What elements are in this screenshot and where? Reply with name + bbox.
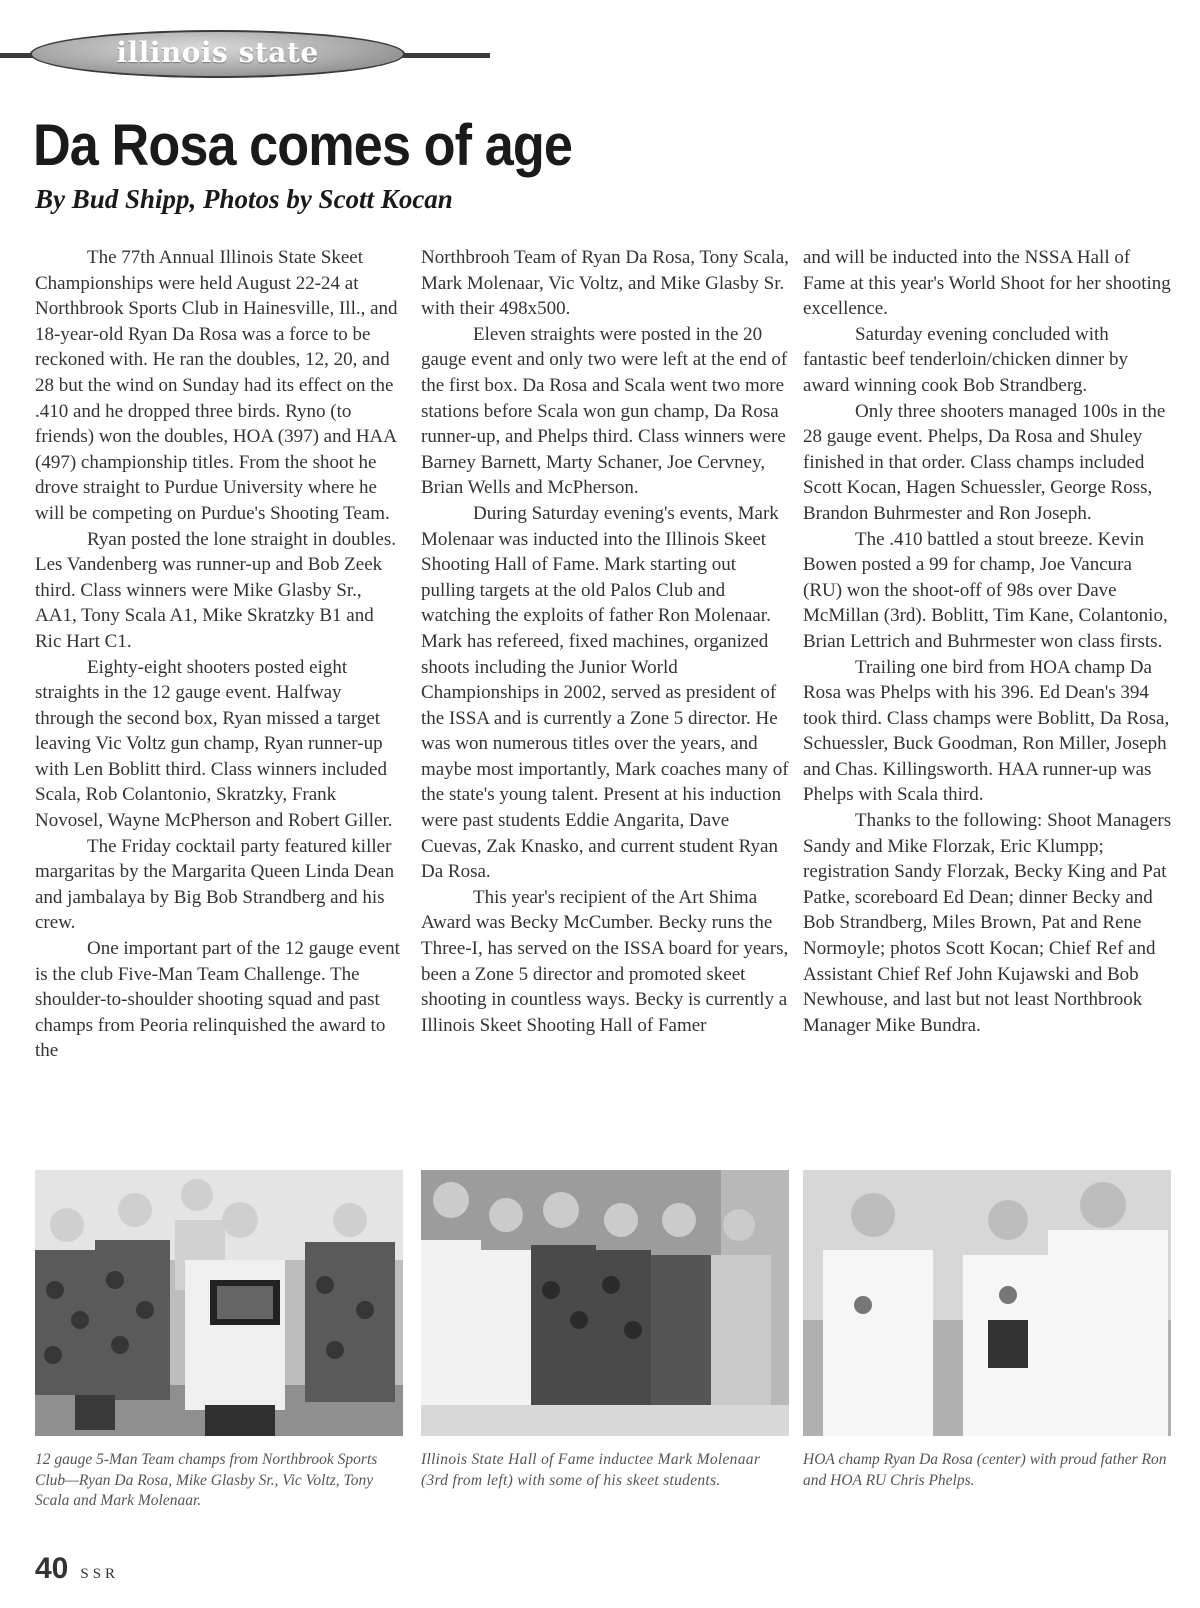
hall-of-fame-photo (421, 1170, 789, 1436)
hoa-champ-photo (803, 1170, 1171, 1436)
article-paragraph: Ryan posted the lone straight in doubles. Les Vandenberg was runner-up and Bob Zeek third. Class winners were Mike Glasby Sr., AA1, Tony Scala A1, Mike Skratzky B1 and Ric Hart C1. (35, 528, 397, 652)
text-column-1 (35, 245, 403, 1064)
article-paragraph: Only three shooters managed 100s in the 28 gauge event. Phelps, Da Rosa and Shuley finished in that order. Class champs included Scott Kocan, Hagen Schuessler, George Ross, Brandon Buhrmester and Ron Joseph. (803, 400, 1166, 524)
magazine-name: SSR (80, 1566, 120, 1582)
article-paragraph: Saturday evening concluded with fantastic beef tenderloin/chicken dinner by award winning cook Bob Strandberg. (803, 323, 1128, 396)
article-paragraph: Thanks to the following: Shoot Managers Sandy and Mike Florzak, Eric Klumpp; registration Sandy Florzak, Becky King and Pat Patke, scoreboard Ed Dean; dinner Becky and Bob Strandberg, Miles Brown, Pat and Rene Normoyle; photos Scott Kocan; Chief Ref and Assistant Chief Ref John Kujawski and Bob Newhouse, and last but not least Northbrook Manager Mike Bundra. (803, 810, 1172, 1036)
article-paragraph: This year's recipient of the Art Shima Award was Becky McCumber. Becky runs the Three-I, has served on the ISSA board for years, been a Zone 5 director and promoted skeet shooting in countless ways. Becky is currently a Illinois Skeet Shooting Hall of Famer (421, 886, 789, 1036)
photo-caption-1: 12 gauge 5-Man Team champs from Northbrook Sports Club—Ryan Da Rosa, Mike Glasby Sr., Vic Voltz, Tony Scala and Mark Molenaar. (35, 1451, 378, 1509)
article-paragraph: The 77th Annual Illinois State Skeet Championships were held August 22-24 at Northbrook Sports Club in Hainesville, Ill., and 18-year-old Ryan Da Rosa was a force to be reckoned with. He ran the doubles, 12, 20, and 28 but the wind on Sunday had its effect on the .410 and he dropped three birds. Ryno (to friends) won the doubles, HOA (397) and HAA (497) championship titles. From the shoot he drove straight to Purdue University where he will be competing on Purdue's Shooting Team. (35, 247, 398, 524)
team-champs-photo (35, 1170, 403, 1436)
article-paragraph: Eleven straights were posted in the 20 gauge event and only two were left at the end of the first box. Da Rosa and Scala went two more stations before Scala won gun champ, Da Rosa runner-up, and Phelps third. Class winners were Barney Barnett, Marty Schaner, Joe Cervney, Brian Wells and McPherson. (421, 323, 788, 499)
text-column-2 (421, 245, 789, 1038)
article-headline: Da Rosa comes of age (33, 113, 573, 178)
page-footer (35, 1552, 119, 1586)
section-banner (30, 30, 405, 78)
article-paragraph: Trailing one bird from HOA champ Da Rosa was Phelps with his 396. Ed Dean's 394 took third. Class champs were Boblitt, Da Rosa, Schuessler, Buck Goodman, Ron Miller, Joseph and Chas. Killingsworth. HAA runner-up was Phelps with Scala third. (803, 656, 1170, 806)
article-byline: By Bud Shipp, Photos by Scott Kocan (35, 184, 453, 214)
text-column-3 (803, 245, 1173, 1038)
article-paragraph: and will be inducted into the NSSA Hall of Fame at this year's World Shoot for her shooting excellence. (803, 247, 1171, 320)
photo-caption-2: Illinois State Hall of Fame inductee Mark Molenaar (3rd from left) with some of his skeet students. (421, 1451, 761, 1489)
article-paragraph: The Friday cocktail party featured killer margaritas by the Margarita Queen Linda Dean and jambalaya by Big Bob Strandberg and his crew. (35, 835, 395, 934)
page-number: 40 (35, 1552, 69, 1585)
photo-caption-3: HOA champ Ryan Da Rosa (center) with proud father Ron and HOA RU Chris Phelps. (803, 1451, 1167, 1489)
section-label: illinois state (116, 35, 319, 69)
article-paragraph: Northbrooh Team of Ryan Da Rosa, Tony Scala, Mark Molenaar, Vic Voltz, and Mike Glasby Sr. with their 498x500. (421, 247, 789, 320)
article-paragraph: During Saturday evening's events, Mark Molenaar was inducted into the Illinois Skeet Shooting Hall of Fame. Mark starting out pulling targets at the old Palos Club and watching the exploits of father Ron Molenaar. Mark has refereed, fixed machines, organized shoots including the Junior World Championships in 2002, served as president of the ISSA and is currently a Zone 5 director. He was won numerous titles over the years, and maybe most importantly, Mark coaches many of the state's young talent. Present at his induction were past students Eddie Angarita, Dave Cuevas, Zak Knasko, and current student Ryan Da Rosa. (421, 502, 789, 883)
article-paragraph: One important part of the 12 gauge event is the club Five-Man Team Challenge. The shoulder-to-shoulder shooting squad and past champs from Peoria relinquished the award to the (35, 938, 400, 1062)
article-paragraph: Eighty-eight shooters posted eight straights in the 12 gauge event. Halfway through the second box, Ryan missed a target leaving Vic Voltz gun champ, Ryan runner-up with Len Boblitt third. Class winners included Scala, Rob Colantonio, Skratzky, Frank Novosel, Wayne McPherson and Robert Giller. (35, 656, 393, 832)
article-paragraph: The .410 battled a stout breeze. Kevin Bowen posted a 99 for champ, Joe Vancura (RU) won the shoot-off of 98s over Dave McMillan (3rd). Boblitt, Tim Kane, Colantonio, Brian Lettrich and Buhrmester won class firsts. (803, 528, 1168, 652)
